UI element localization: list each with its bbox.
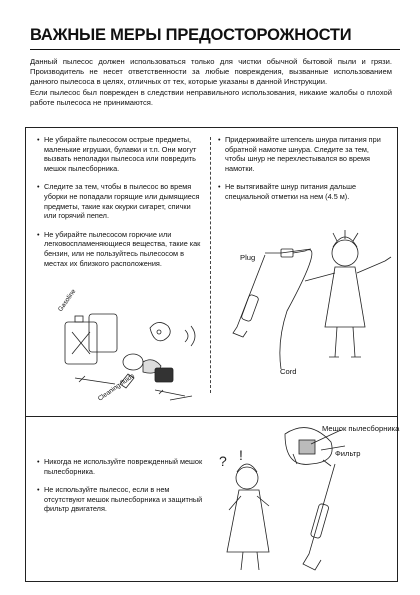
- left-precautions-list: [37, 135, 205, 277]
- page-title: ВАЖНЫЕ МЕРЫ ПРЕДОСТОРОЖНОСТИ: [30, 26, 400, 50]
- right-precautions-list: [218, 135, 390, 211]
- filter-label: Фильтр: [335, 449, 361, 458]
- list-item: • Не вытягивайте шнур питания дальше специальной отметки на нем (4.5 м).: [218, 182, 390, 201]
- list-item: • Не убирайте пылесосом горючие или легковоспламеняющиеся вещества, такие как бензин, или не пользуйтесь пылесосом в местах их близкого расположения.: [37, 230, 205, 268]
- list-item: • Не используйте пылесос, если в нем отсутствуют мешок пылесборника и защитный фильтр двигателя.: [37, 485, 209, 514]
- hazardous-items-illustration: [55, 300, 205, 410]
- dust-bag-label: Мешок пылесборника: [322, 424, 400, 433]
- cleaning-fluids-label: Cleaning fluids: [96, 372, 136, 403]
- dust-bag-illustration: [215, 420, 395, 580]
- cord-label: Cord: [280, 367, 297, 376]
- gasoline-label: Gasoline: [57, 287, 78, 314]
- list-item: • Не убирайте пылесосом острые предметы, маленькие игрушки, булавки и т.п. Они могут вызвать неполадки пылесоса или повредить мешок пылесборника.: [37, 135, 205, 173]
- intro-paragraph-1: Данный пылесос должен использоваться только для чистки обычной бытовой пыли и грязи. Производитель не несет ответственности за любые повреждения, вызванные использованием данного пылесоса в целях, отличных от тех, которые указаны в данной Инструкции.: [30, 57, 392, 87]
- cord-rewind-illustration: [225, 215, 395, 380]
- list-item: • Придерживайте штепсель шнура питания при обратной намотке шнура. Следите за тем, чтобы шнур не перехлестывался во время намотки.: [218, 135, 390, 173]
- list-item: • Никогда не используйте поврежденный мешок пылесборника.: [37, 457, 209, 476]
- bottom-precautions-list: [37, 457, 209, 523]
- svg-text:?: ?: [219, 453, 227, 469]
- list-item: • Следите за тем, чтобы в пылесос во время уборки не попадали горящие или дымящиеся предметы, такие как окурки сигарет, спички или горячий пепел.: [37, 182, 205, 220]
- svg-text:!: !: [239, 447, 243, 463]
- plug-label: Plug: [240, 253, 256, 262]
- intro-paragraph-2: Если пылесос был поврежден в следствии неправильного использования, никакие жалобы о плохой работе пылесоса не принимаются.: [30, 87, 392, 107]
- intro-text: [30, 57, 392, 108]
- column-divider: [210, 137, 211, 393]
